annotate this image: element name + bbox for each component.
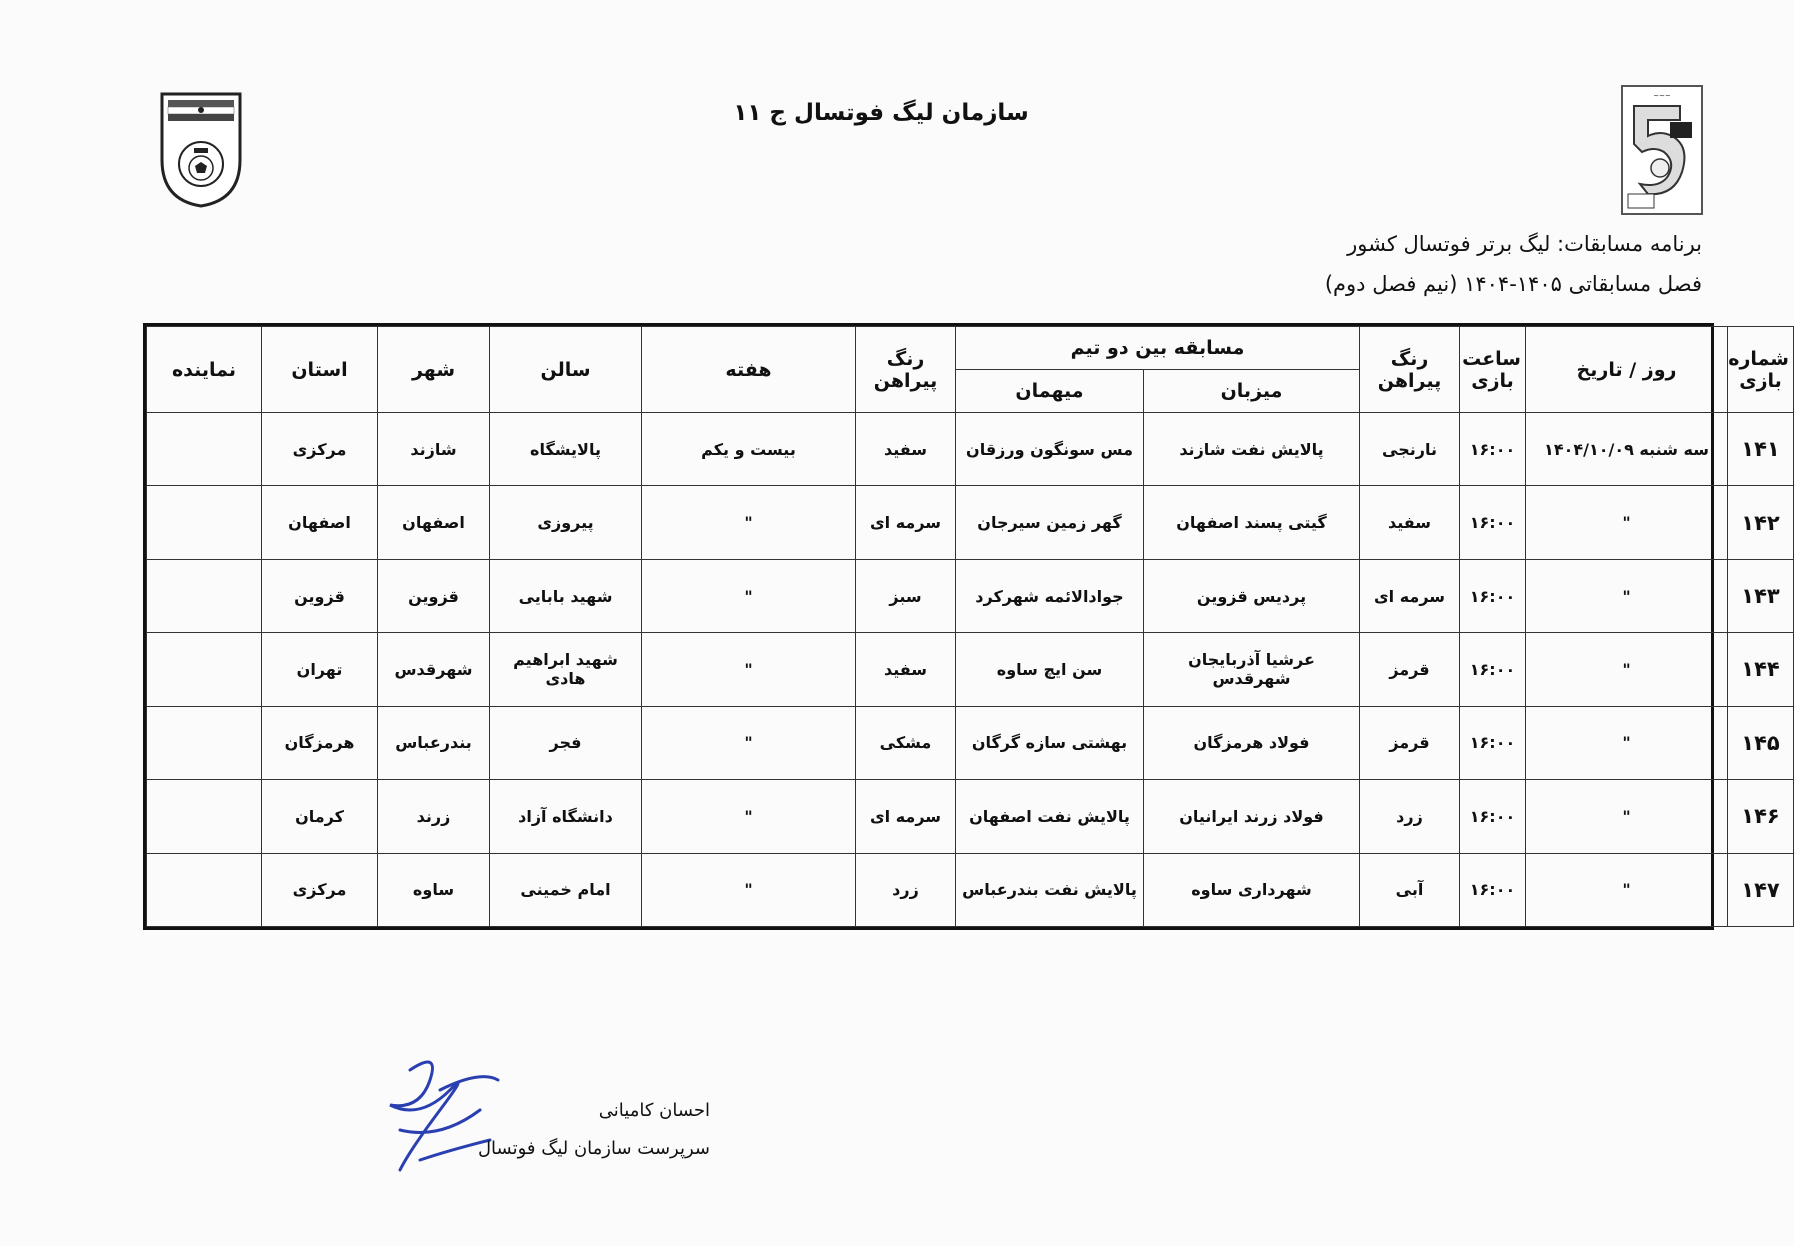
cell-time: ۱۶:۰۰ xyxy=(1460,633,1526,706)
cell-guest-shirt: مشکی xyxy=(856,706,956,779)
page-title: سازمان لیگ فوتسال ج ۱۱ xyxy=(733,100,1029,126)
table-row xyxy=(147,413,1794,486)
cell-rep xyxy=(147,559,262,632)
cell-province: تهران xyxy=(262,633,378,706)
cell-rep xyxy=(147,853,262,926)
table-row xyxy=(147,706,1794,779)
cell-venue: پیروزی xyxy=(490,486,642,559)
fixtures-table xyxy=(146,326,1794,927)
signatory-name: احسان کامیانی xyxy=(598,1100,710,1121)
cell-time: ۱۶:۰۰ xyxy=(1460,706,1526,779)
header-time: ساعت بازی xyxy=(1460,327,1526,413)
cell-venue: شهید بابایی xyxy=(490,559,642,632)
cell-week: " xyxy=(642,853,856,926)
competition-line: برنامه مسابقات: لیگ برتر فوتسال کشور xyxy=(1347,232,1702,256)
cell-guest: جوادالائمه شهرکرد xyxy=(956,559,1144,632)
cell-week: " xyxy=(642,780,856,853)
cell-province: قزوین xyxy=(262,559,378,632)
header-province: استان xyxy=(262,327,378,413)
cell-host-shirt: زرد xyxy=(1360,780,1460,853)
header-guest-shirt: رنگ پیراهن xyxy=(856,327,956,413)
cell-time: ۱۶:۰۰ xyxy=(1460,413,1526,486)
table-row xyxy=(147,559,1794,632)
cell-number: ۱۴۲ xyxy=(1728,486,1794,559)
cell-date: " xyxy=(1526,780,1728,853)
cell-province: هرمزگان xyxy=(262,706,378,779)
cell-host: شهرداری ساوه xyxy=(1144,853,1360,926)
cell-city: شازند xyxy=(378,413,490,486)
cell-time: ۱۶:۰۰ xyxy=(1460,559,1526,632)
header-host: میزبان xyxy=(1144,370,1360,413)
table-row xyxy=(147,780,1794,853)
cell-city: زرند xyxy=(378,780,490,853)
header-week: هفته xyxy=(642,327,856,413)
cell-venue: پالایشگاه xyxy=(490,413,642,486)
cell-week: بیست و یکم xyxy=(642,413,856,486)
fixtures-table-frame xyxy=(143,323,1789,930)
cell-guest: گهر زمین سیرجان xyxy=(956,486,1144,559)
cell-guest-shirt: سفید xyxy=(856,633,956,706)
cell-venue: دانشگاه آزاد xyxy=(490,780,642,853)
cell-venue: شهید ابراهیم هادی xyxy=(490,633,642,706)
cell-week: " xyxy=(642,706,856,779)
cell-host: فولاد زرند ایرانیان xyxy=(1144,780,1360,853)
cell-province: مرکزی xyxy=(262,413,378,486)
cell-guest: بهشتی سازه گرگان xyxy=(956,706,1144,779)
table-row xyxy=(147,486,1794,559)
cell-city: بندرعباس xyxy=(378,706,490,779)
table-row xyxy=(147,853,1794,926)
cell-rep xyxy=(147,780,262,853)
cell-time: ۱۶:۰۰ xyxy=(1460,853,1526,926)
header-city: شهر xyxy=(378,327,490,413)
cell-guest-shirt: سرمه ای xyxy=(856,780,956,853)
cell-host-shirt: قرمز xyxy=(1360,706,1460,779)
cell-province: کرمان xyxy=(262,780,378,853)
cell-city: ساوه xyxy=(378,853,490,926)
cell-date: " xyxy=(1526,559,1728,632)
cell-time: ۱۶:۰۰ xyxy=(1460,486,1526,559)
cell-guest-shirt: سرمه ای xyxy=(856,486,956,559)
header-date: روز / تاریخ xyxy=(1526,327,1728,413)
cell-date: " xyxy=(1526,486,1728,559)
cell-host: گیتی پسند اصفهان xyxy=(1144,486,1360,559)
cell-date: سه شنبه ۱۴۰۴/۱۰/۰۹ xyxy=(1526,413,1728,486)
cell-venue: فجر xyxy=(490,706,642,779)
cell-date: " xyxy=(1526,853,1728,926)
table-row xyxy=(147,633,1794,706)
cell-rep xyxy=(147,486,262,559)
cell-number: ۱۴۶ xyxy=(1728,780,1794,853)
svg-text:~~~: ~~~ xyxy=(1653,92,1671,100)
cell-host-shirt: سرمه ای xyxy=(1360,559,1460,632)
cell-date: " xyxy=(1526,633,1728,706)
cell-rep xyxy=(147,633,262,706)
season-line: فصل مسابقاتی ۱۴۰۵-۱۴۰۴ (نیم فصل دوم) xyxy=(1324,272,1702,296)
signatory-role: سرپرست سازمان لیگ فوتسال xyxy=(477,1138,710,1159)
cell-host-shirt: آبی xyxy=(1360,853,1460,926)
cell-number: ۱۴۳ xyxy=(1728,559,1794,632)
cell-time: ۱۶:۰۰ xyxy=(1460,780,1526,853)
cell-host: پردیس قزوین xyxy=(1144,559,1360,632)
cell-guest: مس سونگون ورزقان xyxy=(956,413,1144,486)
cell-guest: پالایش نفت اصفهان xyxy=(956,780,1144,853)
cell-number: ۱۴۵ xyxy=(1728,706,1794,779)
cell-date: " xyxy=(1526,706,1728,779)
cell-host: پالایش نفت شازند xyxy=(1144,413,1360,486)
cell-guest-shirt: زرد xyxy=(856,853,956,926)
cell-host-shirt: قرمز xyxy=(1360,633,1460,706)
cell-guest: پالایش نفت بندرعباس xyxy=(956,853,1144,926)
cell-rep xyxy=(147,706,262,779)
cell-city: قزوین xyxy=(378,559,490,632)
header-number: شماره بازی xyxy=(1728,327,1794,413)
cell-venue: امام خمینی xyxy=(490,853,642,926)
cell-week: " xyxy=(642,559,856,632)
cell-host: عرشیا آذربایجان شهرقدس xyxy=(1144,633,1360,706)
cell-week: " xyxy=(642,486,856,559)
cell-guest-shirt: سبز xyxy=(856,559,956,632)
cell-city: اصفهان xyxy=(378,486,490,559)
cell-guest: سن ایچ ساوه xyxy=(956,633,1144,706)
header-venue: سالن xyxy=(490,327,642,413)
header-guest: میهمان xyxy=(956,370,1144,413)
cell-guest-shirt: سفید xyxy=(856,413,956,486)
cell-number: ۱۴۴ xyxy=(1728,633,1794,706)
cell-city: شهرقدس xyxy=(378,633,490,706)
cell-number: ۱۴۷ xyxy=(1728,853,1794,926)
header-match-group: مسابقه بین دو تیم xyxy=(956,327,1360,370)
cell-host-shirt: نارنجی xyxy=(1360,413,1460,486)
header-host-shirt: رنگ پیراهن xyxy=(1360,327,1460,413)
cell-host: فولاد هرمزگان xyxy=(1144,706,1360,779)
cell-rep xyxy=(147,413,262,486)
cell-province: اصفهان xyxy=(262,486,378,559)
cell-host-shirt: سفید xyxy=(1360,486,1460,559)
cell-province: مرکزی xyxy=(262,853,378,926)
cell-number: ۱۴۱ xyxy=(1728,413,1794,486)
cell-week: " xyxy=(642,633,856,706)
header-rep: نماینده xyxy=(147,327,262,413)
